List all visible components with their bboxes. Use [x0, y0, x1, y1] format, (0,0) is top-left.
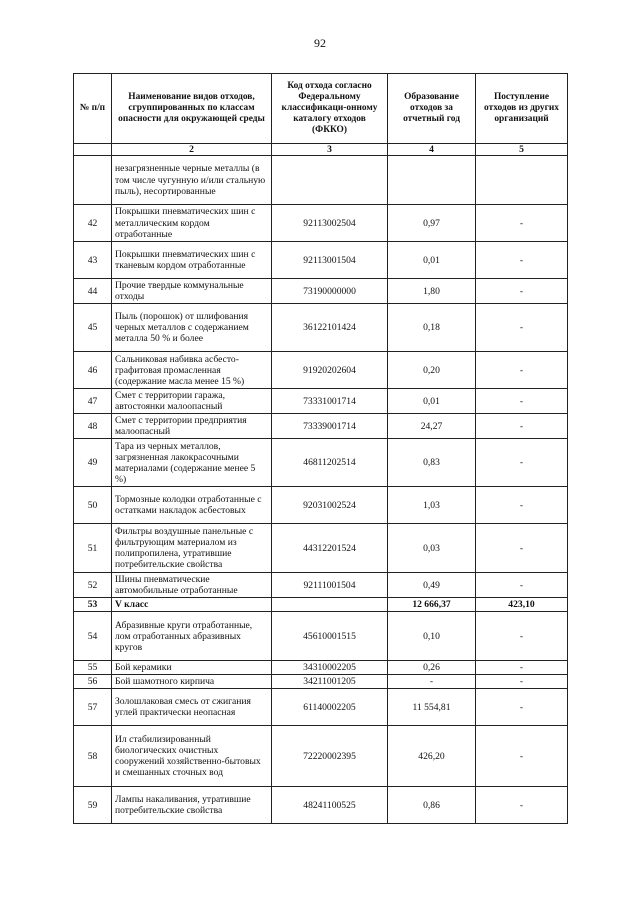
- row-number: 59: [74, 787, 112, 824]
- received-amount: -: [476, 487, 568, 524]
- generated-amount: [388, 156, 476, 205]
- fkko-code: 48241100525: [272, 787, 388, 824]
- waste-table: [73, 73, 568, 824]
- waste-name: Прочие твердые коммунальные отходы: [112, 279, 272, 304]
- waste-name: Тормозные колодки отработанные с остатками накладок асбестовых: [112, 487, 272, 524]
- waste-name: V класс: [112, 598, 272, 612]
- received-amount: -: [476, 389, 568, 414]
- page-number: 92: [314, 36, 326, 50]
- waste-name: незагрязненные черные металлы (в том числе чугунную и/или стальную пыль), несортированные: [112, 156, 272, 205]
- fkko-code: 92113001504: [272, 242, 388, 279]
- header-generated: Образование отходов за отчетный год: [388, 74, 476, 144]
- column-number: [74, 144, 112, 156]
- fkko-code: 44312201524: [272, 524, 388, 573]
- fkko-code: 45610001515: [272, 612, 388, 661]
- waste-name: Покрышки пневматических шин с тканевым кордом отработанные: [112, 242, 272, 279]
- waste-name: Абразивные круги отработанные, лом отработанных абразивных кругов: [112, 612, 272, 661]
- received-amount: -: [476, 205, 568, 242]
- waste-name: Смет с территории предприятия малоопасный: [112, 414, 272, 439]
- column-number: 5: [476, 144, 568, 156]
- column-number: 2: [112, 144, 272, 156]
- fkko-code: 72220002395: [272, 726, 388, 787]
- waste-name: Фильтры воздушные панельные с фильтрующим материалом из полипропилена, утратившие потребительские свойства: [112, 524, 272, 573]
- table-row: [74, 389, 568, 414]
- table-row: [74, 279, 568, 304]
- received-amount: -: [476, 352, 568, 389]
- received-amount: -: [476, 524, 568, 573]
- fkko-code: 36122101424: [272, 304, 388, 352]
- received-amount: [476, 156, 568, 205]
- row-number: 58: [74, 726, 112, 787]
- row-number: 44: [74, 279, 112, 304]
- generated-amount: 0,97: [388, 205, 476, 242]
- header-fkko-code: Код отхода согласно Федеральному классификаци-онному каталогу отходов (ФККО): [272, 74, 388, 144]
- waste-name: Ил стабилизированный биологических очистных сооружений хозяйственно-бытовых и смешанных сточных вод: [112, 726, 272, 787]
- table-row: [74, 675, 568, 689]
- table-row: [74, 205, 568, 242]
- fkko-code: 46811202514: [272, 439, 388, 487]
- fkko-code: 91920202604: [272, 352, 388, 389]
- header-waste-name: Наименование видов отходов, сгруппированных по классам опасности для окружающей среды: [112, 74, 272, 144]
- table-row: [74, 414, 568, 439]
- waste-name: Лампы накаливания, утратившие потребительские свойства: [112, 787, 272, 824]
- generated-amount: 0,20: [388, 352, 476, 389]
- generated-amount: 11 554,81: [388, 689, 476, 726]
- fkko-code: 61140002205: [272, 689, 388, 726]
- table-row: [74, 304, 568, 352]
- fkko-code: 73190000000: [272, 279, 388, 304]
- generated-amount: 0,01: [388, 242, 476, 279]
- waste-name: Покрышки пневматических шин с металлическим кордом отработанные: [112, 205, 272, 242]
- table-row: [74, 156, 568, 205]
- row-number: 48: [74, 414, 112, 439]
- row-number: 57: [74, 689, 112, 726]
- table-row: [74, 439, 568, 487]
- generated-amount: 0,86: [388, 787, 476, 824]
- waste-name: Бой шамотного кирпича: [112, 675, 272, 689]
- row-number: 51: [74, 524, 112, 573]
- row-number: 54: [74, 612, 112, 661]
- generated-amount: 0,49: [388, 573, 476, 598]
- column-numbers-row: [74, 144, 568, 156]
- received-amount: -: [476, 787, 568, 824]
- received-amount: -: [476, 689, 568, 726]
- row-number: 42: [74, 205, 112, 242]
- received-amount: -: [476, 439, 568, 487]
- row-number: 50: [74, 487, 112, 524]
- row-number: 53: [74, 598, 112, 612]
- generated-amount: 1,03: [388, 487, 476, 524]
- table-row: [74, 352, 568, 389]
- waste-name: Сальниковая набивка асбесто-графитовая промасленная (содержание масла менее 15 %): [112, 352, 272, 389]
- received-amount: -: [476, 612, 568, 661]
- table-row: [74, 661, 568, 675]
- generated-amount: 0,18: [388, 304, 476, 352]
- received-amount: -: [476, 661, 568, 675]
- column-number: 3: [272, 144, 388, 156]
- fkko-code: 73339001714: [272, 414, 388, 439]
- row-number: 43: [74, 242, 112, 279]
- waste-name: Пыль (порошок) от шлифования черных металлов с содержанием металла 50 % и более: [112, 304, 272, 352]
- generated-amount: 24,27: [388, 414, 476, 439]
- row-number: 52: [74, 573, 112, 598]
- row-number: [74, 156, 112, 205]
- fkko-code: 34211001205: [272, 675, 388, 689]
- table-row: [74, 612, 568, 661]
- generated-amount: 0,03: [388, 524, 476, 573]
- generated-amount: 0,83: [388, 439, 476, 487]
- table-row: [74, 524, 568, 573]
- fkko-code: 34310002205: [272, 661, 388, 675]
- received-amount: -: [476, 414, 568, 439]
- generated-amount: 0,26: [388, 661, 476, 675]
- table-row: [74, 573, 568, 598]
- fkko-code: 73331001714: [272, 389, 388, 414]
- generated-amount: 12 666,37: [388, 598, 476, 612]
- fkko-code: 92113002504: [272, 205, 388, 242]
- header-received: Поступление отходов из других организаций: [476, 74, 568, 144]
- table-header-row: [74, 74, 568, 144]
- generated-amount: -: [388, 675, 476, 689]
- row-number: 55: [74, 661, 112, 675]
- waste-name: Золошлаковая смесь от сжигания углей практически неопасная: [112, 689, 272, 726]
- row-number: 46: [74, 352, 112, 389]
- header-number: № п/п: [74, 74, 112, 144]
- table-row: [74, 726, 568, 787]
- received-amount: -: [476, 304, 568, 352]
- column-number: 4: [388, 144, 476, 156]
- table-row: [74, 787, 568, 824]
- waste-name: Шины пневматические автомобильные отработанные: [112, 573, 272, 598]
- row-number: 45: [74, 304, 112, 352]
- row-number: 47: [74, 389, 112, 414]
- fkko-code: 92111001504: [272, 573, 388, 598]
- table-row: [74, 689, 568, 726]
- fkko-code: [272, 598, 388, 612]
- generated-amount: 0,01: [388, 389, 476, 414]
- fkko-code: 92031002524: [272, 487, 388, 524]
- generated-amount: 1,80: [388, 279, 476, 304]
- waste-name: Тара из черных металлов, загрязненная лакокрасочными материалами (содержание менее 5 %): [112, 439, 272, 487]
- generated-amount: 0,10: [388, 612, 476, 661]
- row-number: 56: [74, 675, 112, 689]
- table-row: [74, 598, 568, 612]
- table-row: [74, 487, 568, 524]
- received-amount: -: [476, 726, 568, 787]
- generated-amount: 426,20: [388, 726, 476, 787]
- received-amount: -: [476, 279, 568, 304]
- received-amount: -: [476, 242, 568, 279]
- waste-name: Смет с территории гаража, автостоянки малоопасный: [112, 389, 272, 414]
- received-amount: -: [476, 573, 568, 598]
- received-amount: -: [476, 675, 568, 689]
- fkko-code: [272, 156, 388, 205]
- waste-name: Бой керамики: [112, 661, 272, 675]
- table-row: [74, 242, 568, 279]
- row-number: 49: [74, 439, 112, 487]
- received-amount: 423,10: [476, 598, 568, 612]
